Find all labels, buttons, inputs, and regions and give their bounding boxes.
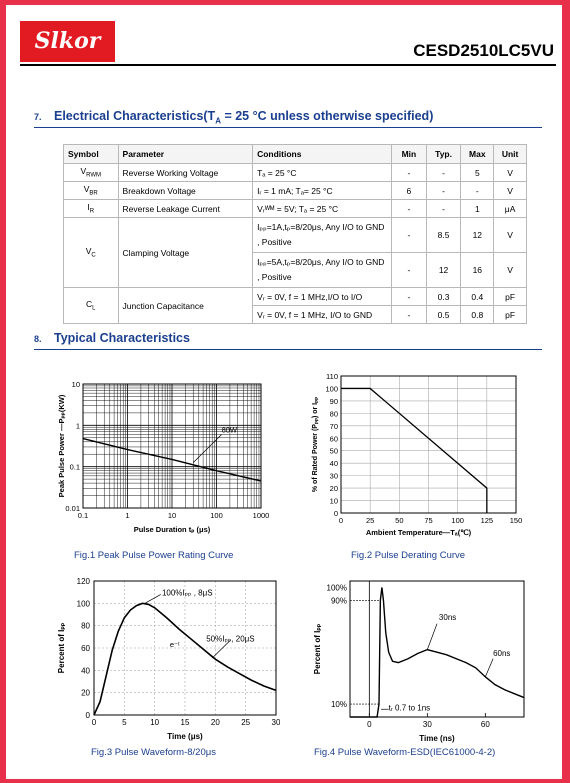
cell-parameter: Junction Capacitance	[118, 288, 253, 324]
x-tick-label: 0	[91, 718, 97, 727]
col-conditions: Conditions	[253, 145, 392, 164]
annotation-leader	[145, 594, 161, 603]
y-tick-label: 20	[81, 688, 90, 698]
table-row	[64, 182, 527, 200]
y-tick-label: 60	[81, 644, 90, 653]
table-row	[64, 164, 527, 182]
annotation-60ns: 60ns	[493, 649, 511, 659]
annotation-peak: 100%Iₚₚ , 8μS	[161, 588, 213, 598]
y-tick-label: 90	[329, 396, 338, 406]
y-tick-label: 100	[325, 384, 338, 394]
cell-typ: 12	[426, 253, 461, 288]
cell-min: -	[392, 218, 427, 253]
x-tick-label: 100	[451, 516, 464, 525]
fig2-caption: Fig.2 Pulse Derating Curve	[351, 550, 466, 561]
x-tick-label: 1	[125, 511, 130, 520]
col-min: Min	[392, 145, 427, 164]
x-tick-label: 15	[180, 718, 190, 727]
x-tick-label: 10	[167, 511, 177, 520]
y-tick-label: 40	[81, 666, 90, 676]
cell-max: 1	[461, 200, 494, 218]
cell-parameter: Clamping Voltage	[118, 218, 253, 288]
cell-conditions: Vᵣ = 0V, f = 1 MHz, I/O to GND	[253, 306, 392, 324]
y-tick-label: 50	[329, 446, 338, 456]
cell-symbol: $V_{RWM}$	[64, 164, 119, 182]
y-axis-label: Peak Pulse Power —Pₚₚ(KW)	[57, 394, 66, 498]
x-tick-label: 0	[367, 720, 372, 729]
section-7-rule	[34, 127, 542, 128]
x-tick-label: 30	[422, 720, 432, 729]
y-tick-label: 80	[329, 409, 338, 419]
cell-min: 6	[392, 182, 427, 200]
cell-conditions: Tₐ = 25 °C	[253, 164, 392, 182]
cell-unit: pF	[494, 306, 527, 324]
cell-min: -	[392, 253, 427, 288]
y-tick-label: 0.1	[69, 462, 80, 472]
col-max: Max	[461, 145, 494, 164]
y-tick-label: 70	[329, 421, 338, 431]
y-tick-label: 80	[81, 621, 90, 631]
y-tick-label: 0	[333, 509, 338, 518]
cell-typ: -	[426, 182, 461, 200]
x-tick-label: 150	[509, 516, 523, 525]
y-tick-label: 120	[76, 577, 90, 586]
table-row	[64, 200, 527, 218]
cell-symbol: $V_{BR}$	[64, 182, 119, 200]
cell-min: -	[392, 200, 427, 218]
annotation-half: 50%Iₚₚ, 20μS	[206, 634, 255, 644]
y-tick-label: 40	[329, 459, 338, 469]
annotation-leader	[427, 624, 437, 650]
y-axis-label: Percent of Iₚₚ	[57, 622, 66, 674]
y-tick-label: 100	[76, 599, 90, 609]
cell-max: 5	[461, 164, 494, 182]
annotation-rise-time: tᵣ 0.7 to 1ns	[388, 703, 431, 713]
cell-symbol: $C_L$	[64, 288, 119, 324]
x-tick-label: 25	[365, 516, 375, 525]
x-tick-label: 50	[395, 516, 404, 525]
cell-unit: pF	[494, 288, 527, 306]
col-unit: Unit	[494, 145, 527, 164]
cell-max: -	[461, 182, 494, 200]
section-8-rule	[34, 349, 542, 350]
cell-unit: μA	[494, 200, 527, 218]
y-tick-label: 60	[329, 434, 338, 444]
cell-parameter: Reverse Leakage Current	[118, 200, 253, 218]
cell-max: 12	[461, 218, 494, 253]
y-tick-label: 110	[326, 372, 338, 381]
y-tick-label: 10%	[330, 700, 347, 710]
x-tick-label: 0.1	[77, 511, 89, 520]
cell-max: 0.8	[461, 306, 494, 324]
col-parameter: Parameter	[118, 145, 253, 164]
cell-conditions: Iₚₚ=5A,tₚ=8/20μs, Any I/O to GND , Positive	[253, 253, 392, 288]
table-row	[64, 218, 527, 253]
x-tick-label: 125	[480, 516, 494, 525]
cell-typ: 0.3	[426, 288, 461, 306]
fig2-pulse-derating-chart	[306, 368, 528, 543]
cell-max: 16	[461, 253, 494, 288]
cell-unit: V	[494, 164, 527, 182]
fig3-8-20us-waveform-chart	[50, 571, 280, 743]
x-tick-label: 30	[271, 718, 280, 727]
cell-typ: -	[426, 164, 461, 182]
electrical-characteristics-table	[63, 144, 527, 324]
header-rule	[20, 64, 556, 66]
table-header-row	[64, 145, 527, 164]
col-symbol: Symbol	[64, 145, 119, 164]
series-label-80w: 80W	[221, 425, 237, 435]
cell-min: -	[392, 288, 427, 306]
x-tick-label: 5	[122, 718, 127, 727]
section-8-heading: 8. Typical Characteristics	[34, 331, 190, 345]
y-axis-label: Percent of Iₚₚ	[313, 623, 322, 675]
x-axis-label: Ambient Temperature—Tₐ(℃)	[365, 528, 472, 537]
cell-unit: V	[494, 253, 527, 288]
datasheet-page	[6, 5, 562, 779]
y-tick-label: 0	[85, 711, 90, 720]
cell-symbol: $I_R$	[64, 200, 119, 218]
x-axis-label: Time (μs)	[167, 732, 203, 741]
cell-min: -	[392, 306, 427, 324]
y-tick-label: 30	[329, 471, 338, 481]
fig1-peak-pulse-power-chart	[50, 371, 270, 543]
x-tick-label: 25	[241, 718, 251, 727]
cell-max: 0.4	[461, 288, 494, 306]
x-tick-label: 100	[210, 511, 223, 520]
x-tick-label: 75	[424, 516, 433, 525]
y-tick-label: 10	[71, 380, 80, 389]
cell-unit: V	[494, 182, 527, 200]
x-tick-label: 10	[150, 718, 160, 727]
x-tick-label: 20	[210, 718, 220, 727]
cell-unit: V	[494, 218, 527, 253]
y-tick-label: 20	[329, 484, 338, 494]
annotation-leader	[485, 659, 493, 677]
cell-symbol: $V_C$	[64, 218, 119, 288]
cell-typ: 0.5	[426, 306, 461, 324]
annotation-decay: e⁻ᵗ	[169, 639, 180, 649]
cell-parameter: Breakdown Voltage	[118, 182, 253, 200]
y-tick-label: 0.01	[65, 504, 80, 513]
fig4-esd-waveform-chart	[306, 575, 528, 743]
y-tick-label: 10	[329, 496, 338, 506]
table-row	[64, 288, 527, 306]
annotation-leader	[193, 435, 221, 463]
col-typ: Typ.	[426, 145, 461, 164]
cell-conditions: Vᵣ = 0V, f = 1 MHz,I/O to I/O	[253, 288, 392, 306]
fig1-caption: Fig.1 Peak Pulse Power Rating Curve	[74, 550, 234, 561]
cell-parameter: Reverse Working Voltage	[118, 164, 253, 182]
x-tick-label: 0	[338, 516, 344, 525]
fig3-caption: Fig.3 Pulse Waveform-8/20μs	[91, 747, 216, 758]
cell-conditions: Vᵣᵂᴹ = 5V; Tₐ = 25 °C	[253, 200, 392, 218]
x-axis-label: Pulse Duration tₚ (μs)	[133, 525, 211, 534]
y-tick-label: 90%	[330, 596, 347, 606]
annotation-30ns: 30ns	[438, 612, 457, 622]
section-7-heading: 7. Electrical $Characteristics(T_A = 25$ °C unless otherwise specified)	[34, 109, 434, 126]
x-tick-label: 60	[480, 720, 490, 729]
cell-typ: 8.5	[426, 218, 461, 253]
cell-conditions: Iₚₚ=1A,tₚ=8/20μs, Any I/O to GND , Positive	[253, 218, 392, 253]
fig4-caption: Fig.4 Pulse Waveform-ESD(IEC61000-4-2)	[314, 747, 496, 758]
x-tick-label: 1000	[252, 511, 270, 520]
y-axis-label: % of Rated Power (Pₚₚ) or Iₚₚ	[312, 396, 319, 493]
x-axis-label: Time (ns)	[419, 734, 455, 743]
cell-typ: -	[426, 200, 461, 218]
y-tick-label: 1	[75, 421, 80, 431]
cell-min: -	[392, 164, 427, 182]
y-tick-label: 100%	[326, 583, 347, 593]
part-number: CESD2510LC5VU	[413, 41, 554, 60]
cell-conditions: Iᵣ = 1 mA; Tₐ= 25 °C	[253, 182, 392, 200]
company-logo: Slkor	[20, 21, 115, 62]
